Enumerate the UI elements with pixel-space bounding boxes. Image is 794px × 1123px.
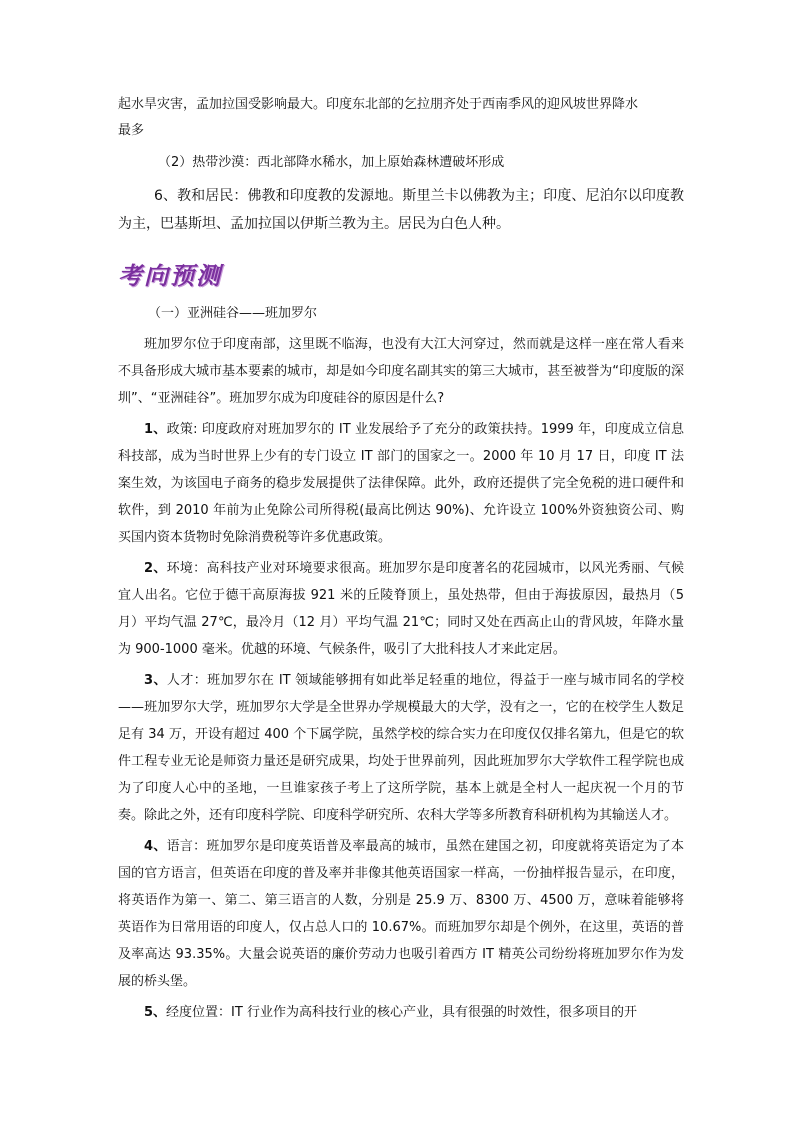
point-text: 人才：班加罗尔在 IT 领域能够拥有如此举足轻重的地位，得益于一座与城市同名的学校——班加罗尔大学，班加罗尔大学是全世界办学规模最大的大学，没有之一，它的在校学生人数足足有 34 万，开设有超过 400 个下属学院，虽然学校的综合实力在印度仅仅排名第九，但是它的软件工程专业无论是师资力量还是研究成果，均处于世界前列，因此班加罗尔大学软件工程学院也成为了印度人心中的圣地，一旦谁家孩子考上了这所学院，基本上就是全村人一起庆祝一个月的节奏。除此之外，还有印度科学院、印度科学研究所、农科大学等多所教育科研机构为其输送人才。 [118, 673, 685, 823]
point-environment [118, 555, 684, 663]
point-number: 2、 [144, 561, 167, 576]
point-policy [118, 416, 684, 551]
point-talent [118, 667, 684, 829]
section-title: 考向预测 [118, 261, 222, 290]
point-text: 环境：高科技产业对环境要求很高。班加罗尔是印度著名的花园城市，以风光秀丽、气候宜人出名。它位于德干高原海拔 921 米的丘陵脊顶上，虽处热带，但由于海拔原因，最热月（5 月）平均气温 27℃，最冷月（12 月）平均气温 21℃；同时又处在西高止山的背风坡，年降水量为 900-1000 毫米。优越的环境、气候条件，吸引了大批科技人才来此定居。 [118, 561, 684, 657]
intro-line-1: 起水旱灾害，孟加拉国受影响最大。印度东北部的乞拉朋齐处于西南季风的迎风坡世界降水 [118, 97, 639, 112]
point-text: 语言：班加罗尔是印度英语普及率最高的城市，虽然在建国之初，印度就将英语定为了本国的官方语言，但英语在印度的普及率并非像其他英语国家一样高，一份抽样报告显示，在印度，将英语作为第一、第二、第三语言的人数，分别是 25.9 万、8300 万、4500 万，意味着能够将英语作为日常用语的印度人，仅占总人口的 10.67%。而班加罗尔却是个例外，在这里，英语的普及率高达 93.35%。大量会说英语的廉价劳动力也吸引着西方 IT 精英公司纷纷将班加罗尔作为发展的桥头堡。 [118, 839, 684, 989]
religion-paragraph: 6、教和居民：佛教和印度教的发源地。斯里兰卡以佛教为主；印度、尼泊尔以印度教为主，巴基斯坦、孟加拉国以伊斯兰教为主。居民为白色人种。 [118, 188, 684, 232]
point-language [118, 833, 684, 995]
point-longitude [118, 999, 684, 1026]
point-number: 1、 [144, 422, 167, 437]
point-number: 3、 [144, 673, 167, 688]
page-content [118, 92, 684, 1026]
point-text: 经度位置：IT 行业作为高科技行业的核心产业，具有很强的时效性，很多项目的开 [166, 1005, 637, 1020]
section-intro-paragraph: 班加罗尔位于印度南部，这里既不临海，也没有大江大河穿过，然而就是这样一座在常人看来不具备形成大城市基本要素的城市，却是如今印度名副其实的第三大城市，甚至被誉为“印度版的深圳”、“亚洲硅谷”。班加罗尔成为印度硅谷的原因是什么? [118, 337, 684, 406]
point-number: 4、 [144, 839, 167, 854]
intro-line-2: 最多 [118, 123, 145, 138]
point-text: 政策: 印度政府对班加罗尔的 IT 业发展给予了充分的政策扶持。1999 年，印度成立信息科技部，成为当时世界上少有的专门设立 IT 部门的国家之一。2000 年 10 月 17 日，印度 IT 法案生效，为该国电子商务的稳步发展提供了法律保障。此外，政府还提供了完全免税的进口硬件和软件，到 2010 年前为止免除公司所得税(最高比例达 90%)、允许设立 100%外资独资公司、购买国内资本货物时免除消费税等许多优惠政策。 [118, 422, 684, 545]
point-number: 5、 [144, 1005, 167, 1020]
section-subtitle: （一）亚洲硅谷——班加罗尔 [148, 306, 318, 321]
desert-line: （2）热带沙漠：西北部降水稀水，加上原始森林遭破坏形成 [158, 155, 505, 170]
